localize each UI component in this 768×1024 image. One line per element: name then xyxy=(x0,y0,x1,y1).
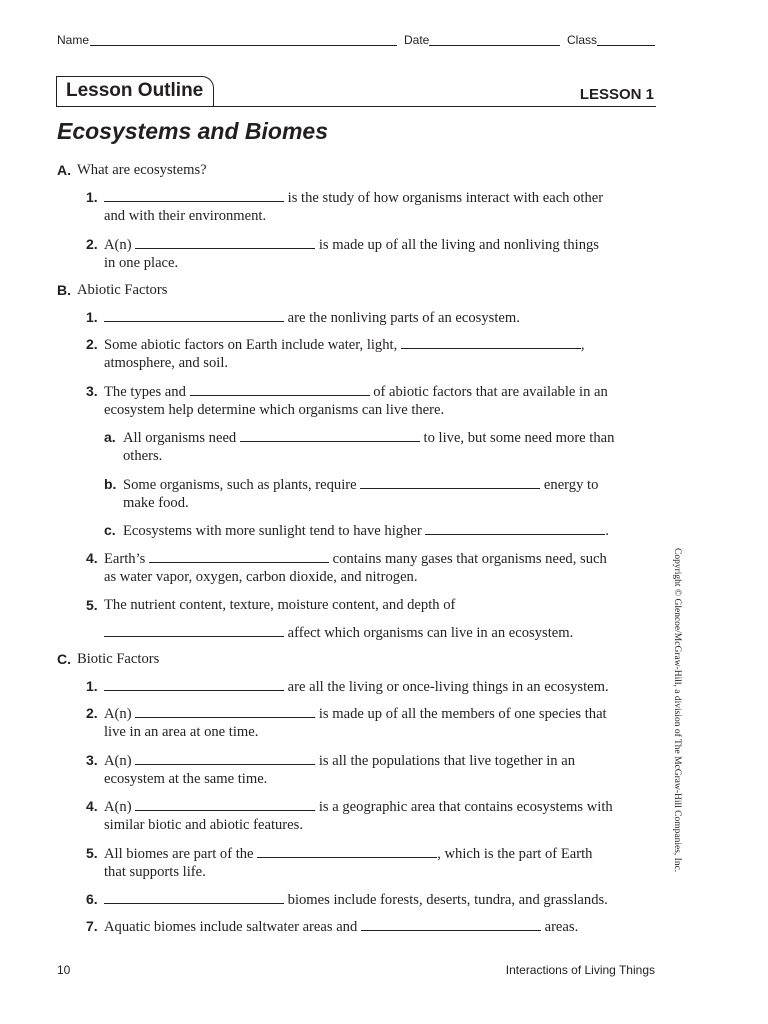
answer-blank[interactable] xyxy=(360,475,540,489)
outline-item: Aquatic biomes include saltwater areas and areas. xyxy=(104,919,579,935)
item-marker: 7. xyxy=(86,918,98,934)
outline-subitem: All organisms need to live, but some need more than xyxy=(123,430,615,446)
answer-blank[interactable] xyxy=(135,751,315,765)
item-marker: 3. xyxy=(86,752,98,768)
name-field[interactable] xyxy=(90,45,397,46)
item-marker: 5. xyxy=(86,845,98,861)
item-continuation: and with their environment. xyxy=(104,208,267,224)
outline-item: A(n) is made up of all the living and nonliving things xyxy=(104,237,599,253)
item-continuation: make food. xyxy=(123,495,189,511)
header-row xyxy=(57,32,655,48)
section-marker: A. xyxy=(57,162,71,178)
answer-blank[interactable] xyxy=(104,890,284,904)
item-marker: 6. xyxy=(86,891,98,907)
copyright-notice: Copyright © Glencoe/McGraw-Hill, a division of The McGraw-Hill Companies, Inc. xyxy=(672,548,682,873)
section-heading: Biotic Factors xyxy=(77,651,160,667)
answer-blank[interactable] xyxy=(149,549,329,563)
subitem-marker: a. xyxy=(104,429,116,445)
item-continuation: atmosphere, and soil. xyxy=(104,355,229,371)
name-label: Name xyxy=(57,33,90,47)
outline-subitem: Some organisms, such as plants, require energy to xyxy=(123,477,599,493)
answer-blank[interactable] xyxy=(361,917,541,931)
outline-subitem: Ecosystems with more sunlight tend to have higher . xyxy=(123,523,610,539)
item-marker: 2. xyxy=(86,236,98,252)
item-continuation: live in an area at one time. xyxy=(104,724,259,740)
footer-title: Interactions of Living Things xyxy=(505,963,655,977)
outline-item: biomes include forests, deserts, tundra, and grasslands. xyxy=(104,890,608,910)
date-field[interactable] xyxy=(429,45,560,46)
tab-label: Lesson Outline xyxy=(66,80,204,101)
answer-blank[interactable] xyxy=(190,382,370,396)
answer-blank[interactable] xyxy=(104,308,284,322)
item-continuation: as water vapor, oxygen, carbon dioxide, and nitrogen. xyxy=(104,569,418,585)
outline-item: The nutrient content, texture, moisture content, and depth of xyxy=(104,597,456,613)
item-continuation: affect which organisms can live in an ecosystem. xyxy=(104,623,573,643)
outline-item: Some abiotic factors on Earth include water, light, , xyxy=(104,337,585,353)
item-marker: 2. xyxy=(86,336,98,352)
answer-blank[interactable] xyxy=(135,797,315,811)
section-marker: B. xyxy=(57,282,71,298)
lesson-label: LESSON 1 xyxy=(579,86,654,103)
item-marker: 1. xyxy=(86,678,98,694)
subitem-marker: b. xyxy=(104,476,117,492)
answer-blank[interactable] xyxy=(104,188,284,202)
item-marker: 5. xyxy=(86,597,98,613)
outline-item: are the nonliving parts of an ecosystem. xyxy=(104,308,520,328)
outline-item: The types and of abiotic factors that are available in an xyxy=(104,384,608,400)
item-marker: 3. xyxy=(86,383,98,399)
section-heading: Abiotic Factors xyxy=(77,282,168,298)
answer-blank[interactable] xyxy=(104,623,284,637)
item-continuation: others. xyxy=(123,448,163,464)
outline-item: A(n) is made up of all the members of one species that xyxy=(104,706,607,722)
item-marker: 1. xyxy=(86,309,98,325)
outline-item: is the study of how organisms interact with each other xyxy=(104,188,603,208)
answer-blank[interactable] xyxy=(240,428,420,442)
item-continuation: similar biotic and abiotic features. xyxy=(104,817,303,833)
answer-blank[interactable] xyxy=(135,704,315,718)
section-marker: C. xyxy=(57,651,71,667)
lesson-outline-tab xyxy=(56,76,214,106)
item-marker: 1. xyxy=(86,189,98,205)
header-rule xyxy=(56,106,656,107)
answer-blank[interactable] xyxy=(135,235,315,249)
page-title: Ecosystems and Biomes xyxy=(57,118,329,144)
outline-item: A(n) is all the populations that live together in an xyxy=(104,753,576,769)
date-label: Date xyxy=(404,33,430,47)
item-marker: 2. xyxy=(86,705,98,721)
outline-item: Earth’s contains many gases that organisms need, such xyxy=(104,551,607,567)
outline-item: All biomes are part of the , which is the part of Earth xyxy=(104,846,593,862)
item-continuation: ecosystem at the same time. xyxy=(104,771,268,787)
item-continuation: ecosystem help determine which organisms can live there. xyxy=(104,402,445,418)
outline-item: A(n) is a geographic area that contains ecosystems with xyxy=(104,799,613,815)
item-marker: 4. xyxy=(86,550,98,566)
class-label: Class xyxy=(567,33,598,47)
item-continuation: in one place. xyxy=(104,255,179,271)
answer-blank[interactable] xyxy=(425,521,605,535)
answer-blank[interactable] xyxy=(401,335,581,349)
section-heading: What are ecosystems? xyxy=(77,162,207,178)
subitem-marker: c. xyxy=(104,522,116,538)
item-continuation: that supports life. xyxy=(104,864,206,880)
class-field[interactable] xyxy=(597,45,655,46)
outline-item: are all the living or once-living things in an ecosystem. xyxy=(104,677,609,697)
item-marker: 4. xyxy=(86,798,98,814)
page-number: 10 xyxy=(57,963,71,977)
answer-blank[interactable] xyxy=(104,677,284,691)
answer-blank[interactable] xyxy=(257,844,437,858)
